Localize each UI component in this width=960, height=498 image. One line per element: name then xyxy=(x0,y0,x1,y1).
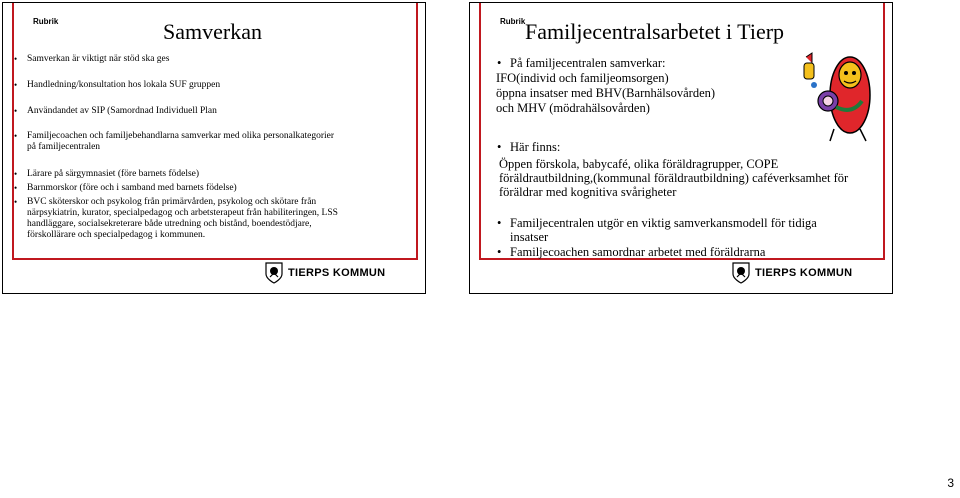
bullet-item: • Här finns: xyxy=(510,140,560,154)
bullet-continuation: på familjecentralen xyxy=(27,142,101,152)
text-line: öppna insatser med BHV(Barnhälsovården) xyxy=(496,86,716,100)
bullet-item: • Familjecentralen utgör en viktig samverkansmodell för tidiga xyxy=(510,216,817,230)
red-margin-line xyxy=(416,3,418,260)
coat-of-arms-icon xyxy=(265,262,283,284)
tierps-kommun-logo xyxy=(732,262,852,284)
bullet-item: • Lärare på särgymnasiet (före barnets födelse) xyxy=(27,169,199,180)
bullet-item: • Samverkan är viktigt när stöd ska ges xyxy=(27,54,169,65)
bullet-continuation: närpsykiatrin, kurator, specialpedagog och arbetsterapeut från habiliteringen, LSS xyxy=(27,208,338,218)
slide-title: Familjecentralsarbetet i Tierp xyxy=(525,19,785,44)
red-margin-line xyxy=(479,3,481,260)
coat-of-arms-icon xyxy=(732,262,750,284)
tierps-kommun-logo xyxy=(265,262,385,284)
page-number: 3 xyxy=(947,476,954,490)
text-line: IFO(individ och familjeomsorgen) xyxy=(496,71,669,85)
bullet-item: • Familjecoachen samordnar arbetet med föräldrarna xyxy=(510,245,765,259)
rubrik-label: Rubrik xyxy=(500,17,526,26)
bullet-item: • BVC sköterskor och psykolog från primärvården, psykolog och skötare från xyxy=(27,197,316,208)
logo-text: TIERPS KOMMUN xyxy=(755,267,853,279)
text-line: och MHV (mödrahälsovården) xyxy=(496,101,650,115)
bullet-continuation: förskollärare och specialpedagog i kommunen. xyxy=(27,230,206,240)
slide-familjecentralsarbetet xyxy=(469,2,893,294)
bullet-item: • Användandet av SIP (Samordnad Individuell Plan xyxy=(27,106,217,117)
text-line: föräldrar med kognitiva svårigheter xyxy=(499,185,677,199)
red-baseline xyxy=(12,258,418,260)
slide-title: Samverkan xyxy=(163,19,262,44)
logo-text: TIERPS KOMMUN xyxy=(288,267,386,279)
text-line: föräldrautbildning,(kommunal föräldrautbildning) caféverksamhet för xyxy=(499,171,849,185)
bullet-continuation: handläggare, socialsekreterare både utredning och bistånd, boendestödjare, xyxy=(27,219,312,229)
bullet-item: • Handledning/konsultation hos lokala SUF gruppen xyxy=(27,80,220,91)
red-margin-line xyxy=(883,3,885,260)
bullet-item: • Barnmorskor (före och i samband med barnets födelse) xyxy=(27,183,237,194)
bullet-item: • Familjecoachen och familjebehandlarna samverkar med olika personalkategorier xyxy=(27,131,334,142)
text-line: Öppen förskola, babycafé, olika föräldragrupper, COPE xyxy=(499,157,779,171)
bullet-item: • På familjecentralen samverkar: xyxy=(510,56,665,70)
slide-samverkan xyxy=(2,2,426,294)
rubrik-label: Rubrik xyxy=(33,17,59,26)
bullet-continuation: insatser xyxy=(510,230,549,244)
family-illustration xyxy=(800,45,876,145)
